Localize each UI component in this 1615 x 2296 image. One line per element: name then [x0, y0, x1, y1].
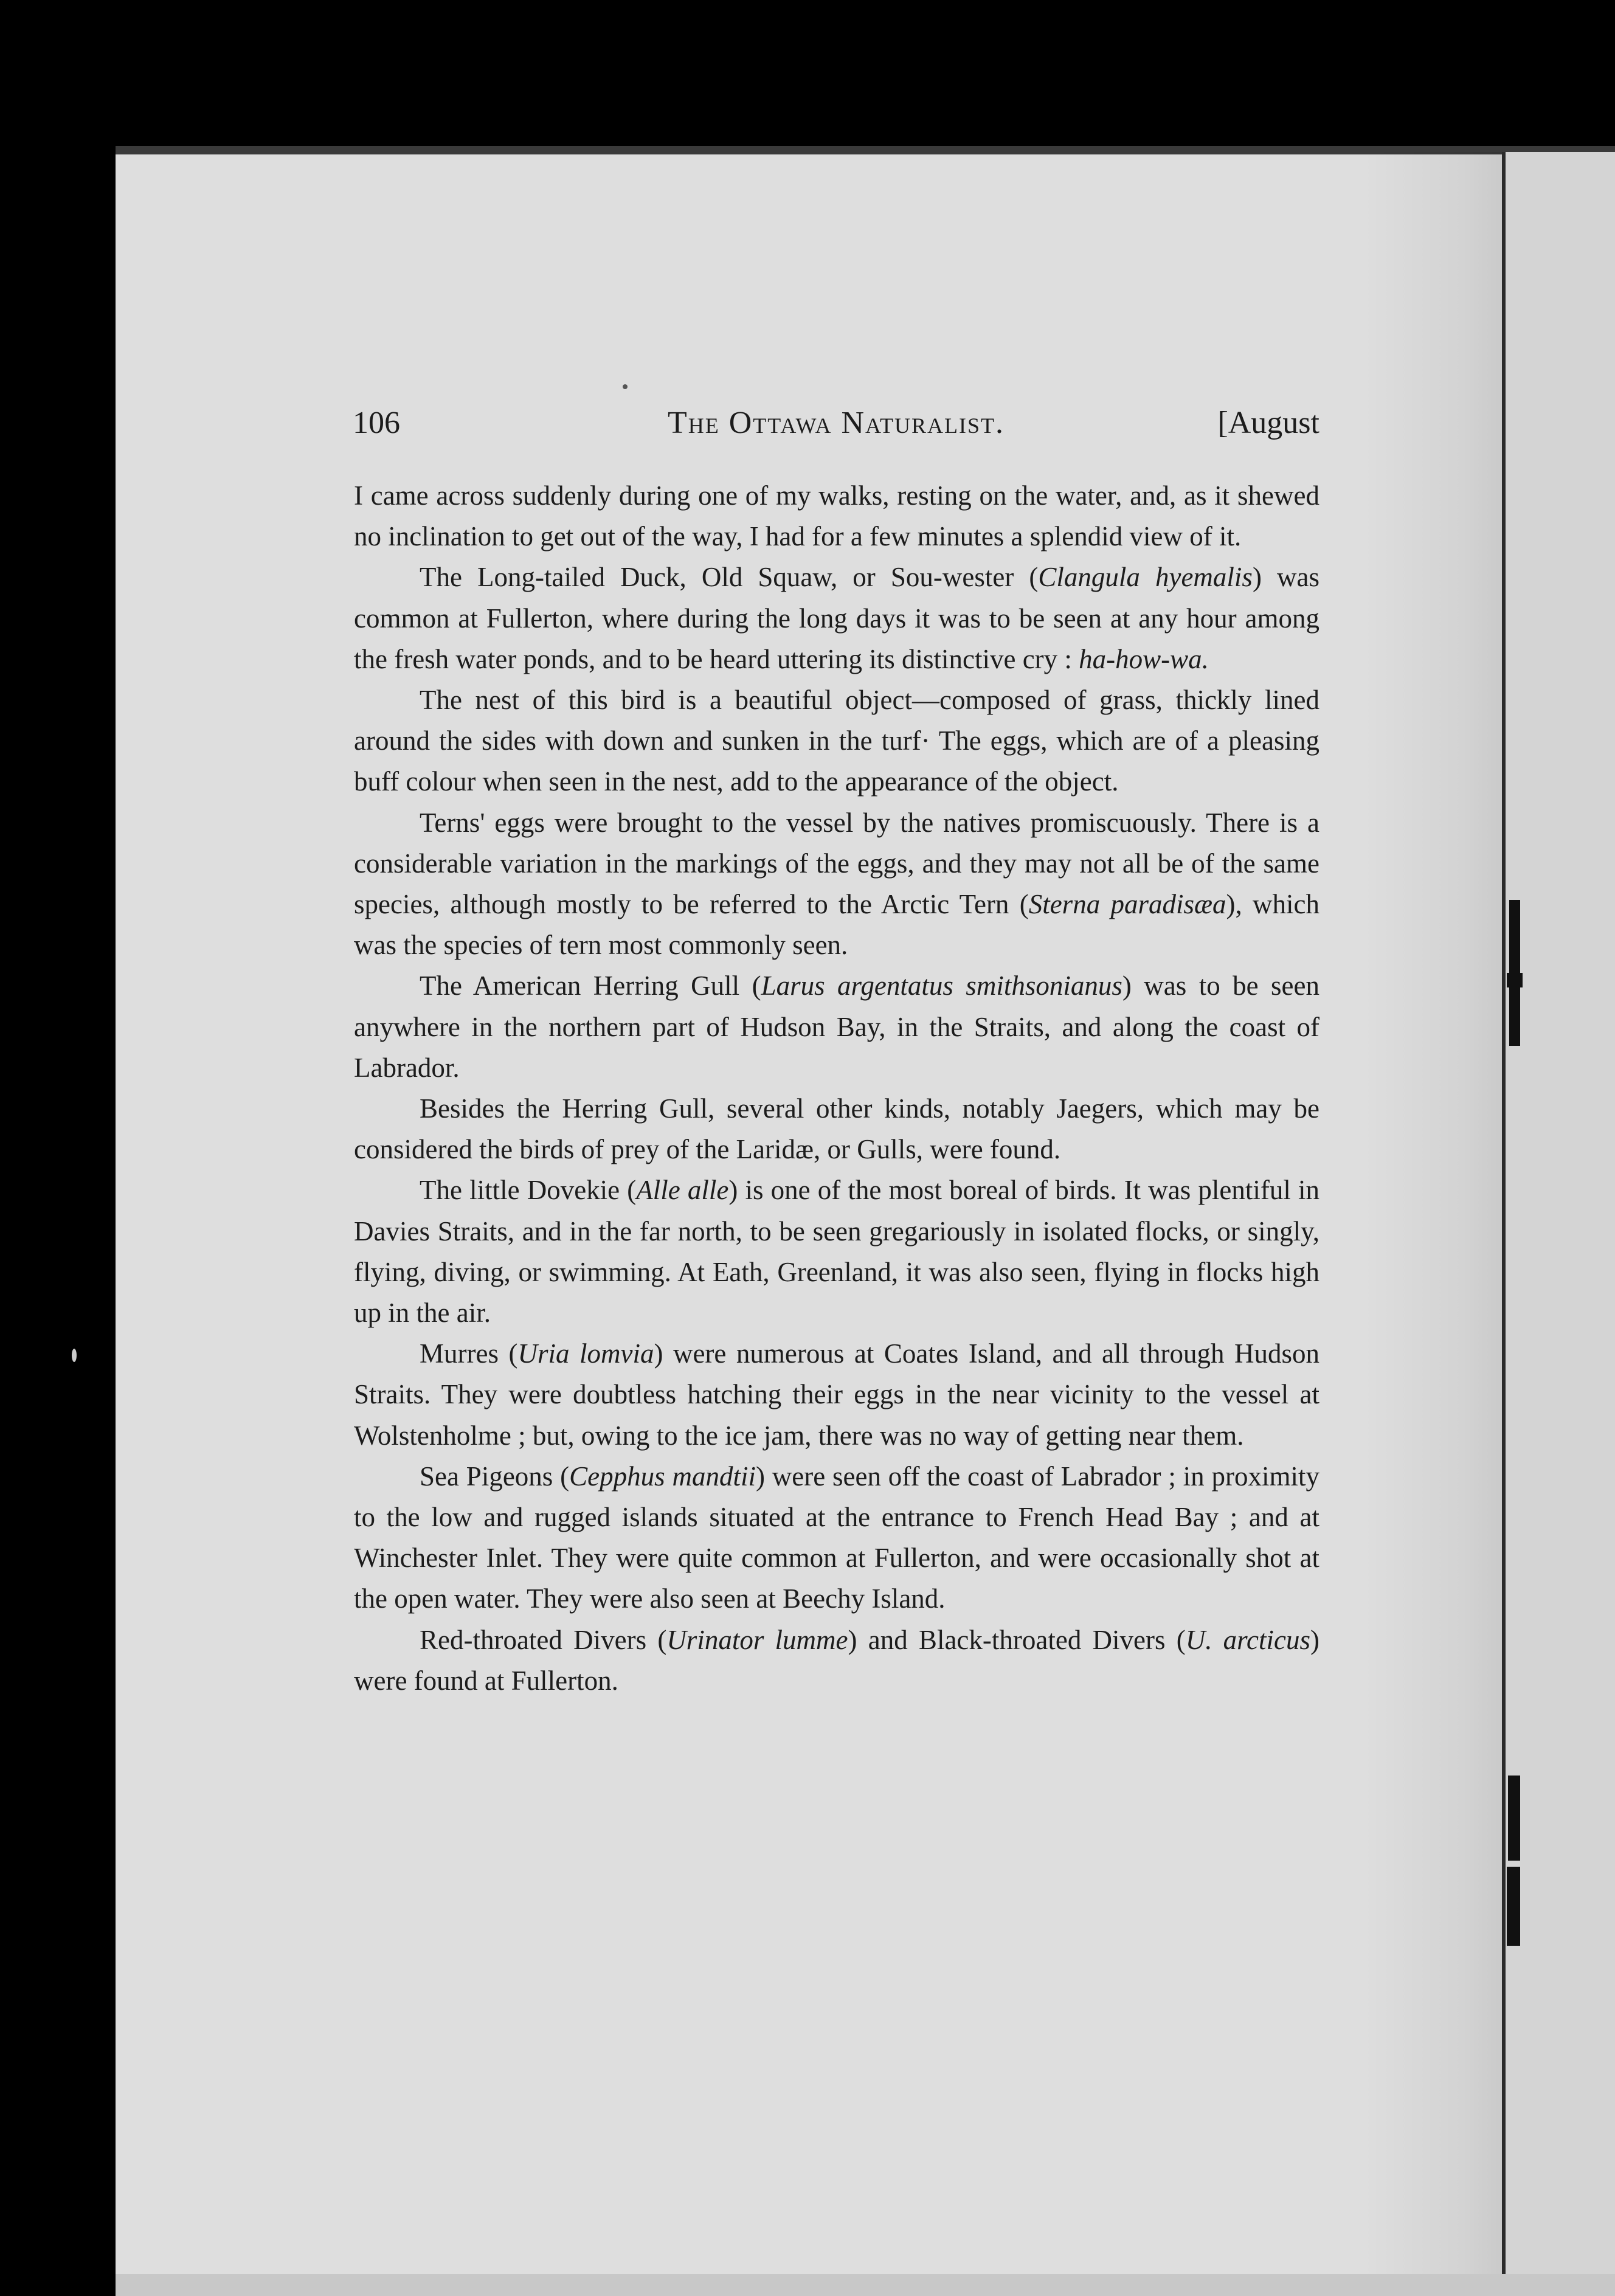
- text-run: ) was to be seen anywhere in the northern part of Hudson Bay, in the Straits, and along the coast of Labrador.: [354, 970, 1319, 1083]
- species-name: Cepphus mandtii: [569, 1461, 756, 1492]
- page-bottom-edge: [116, 2274, 1615, 2296]
- paragraph-p4: [354, 803, 1319, 966]
- text-run: ) is one of the most boreal of birds. It was plentiful in Davies Straits, and in the far north, to be seen gregariously in isolated flocks, or singly, flying, diving, or swimming. At Eath, Greenland, it was also seen, flying in flocks high up in the air.: [354, 1175, 1319, 1329]
- running-title: The Ottawa Naturalist.: [667, 406, 1005, 440]
- species-name: ha-how-wa.: [1079, 643, 1209, 674]
- species-name: Uria lomvia: [517, 1338, 654, 1369]
- facing-page-edge: [1506, 152, 1615, 2296]
- paragraph-p8: [354, 1333, 1319, 1456]
- text-run: Terns' eggs were brought to the vessel by the natives promiscuously. There is a considerable variation in the markings of the eggs, and they may not all be of the same species, although mostly to be referred to the Arctic Tern (: [354, 807, 1319, 920]
- species-name: Sterna paradisæa: [1028, 889, 1226, 920]
- paragraph-p6: [354, 1088, 1319, 1170]
- text-run: Sea Pigeons (: [420, 1461, 570, 1492]
- dust-speck: [623, 384, 628, 389]
- scan-mark: [1508, 1776, 1520, 1861]
- text-run: The Long-tailed Duck, Old Squaw, or Sou-wester (: [420, 562, 1039, 593]
- dust-speck: [72, 1349, 77, 1362]
- paragraph-p9: [354, 1456, 1319, 1620]
- species-name: U. arcticus: [1185, 1624, 1310, 1655]
- paragraph-p5: [354, 966, 1319, 1088]
- page-number: 106: [353, 406, 400, 440]
- paragraph-p10: [354, 1620, 1319, 1701]
- text-run: The American Herring Gull (: [420, 970, 761, 1001]
- text-run: I came across suddenly during one of my walks, resting on the water, and, as it shewed no inclination to get out of the way, I had for a few minutes a splendid view of it.: [354, 480, 1319, 552]
- text-run: ) was common at Fullerton, where during the long days it was to be seen at any hour among the fresh water ponds, and to be heard uttering its distinctive cry :: [354, 562, 1319, 674]
- species-name: Clangula hyemalis: [1038, 562, 1253, 593]
- paragraph-p3: [354, 680, 1319, 803]
- text-run: Murres (: [420, 1338, 518, 1369]
- paragraph-p7: [354, 1170, 1319, 1333]
- text-run: Red-throated Divers (: [420, 1624, 667, 1655]
- text-run: Besides the Herring Gull, several other kinds, notably Jaegers, which may be considered the birds of prey of the Laridæ, or Gulls, were found.: [354, 1093, 1319, 1165]
- body-text: [354, 475, 1319, 1701]
- species-name: Alle alle: [636, 1175, 729, 1206]
- species-name: Larus argentatus smithsonianus: [761, 970, 1122, 1001]
- running-month: [August: [1217, 406, 1319, 440]
- text-run: ) were numerous at Coates Island, and all through Hudson Straits. They were doubtless hatching their eggs in the near vicinity to the vessel at Wolstenholme ; but, owing to the ice jam, there was no way of getting near them.: [354, 1338, 1319, 1451]
- species-name: Urinator lumme: [666, 1624, 848, 1655]
- text-run: The little Dovekie (: [420, 1175, 637, 1206]
- text-run: ) were seen off the coast of Labrador ; in proximity to the low and rugged islands situated at the entrance to French Head Bay ; and at Winchester Inlet. They were quite common at Fullerton, and were occasionally shot at the open water. They were also seen at Beechy Island.: [354, 1461, 1319, 1614]
- text-run: The nest of this bird is a beautiful object—composed of grass, thickly lined around the sides with down and sunken in the turf· The eggs, which are of a pleasing buff colour when seen in the nest, add to the appearance of the object.: [354, 685, 1319, 797]
- scan-mark: [1507, 1867, 1520, 1946]
- running-header: [353, 399, 1319, 448]
- paragraph-p2: [354, 557, 1319, 680]
- paragraph-p1: [354, 475, 1319, 557]
- text-run: ) were found at Fullerton.: [354, 1624, 1319, 1696]
- scan-mark: [1507, 973, 1523, 987]
- text-run: ), which was the species of tern most commonly seen.: [354, 889, 1320, 961]
- text-run: ) and Black-throated Divers (: [848, 1624, 1186, 1655]
